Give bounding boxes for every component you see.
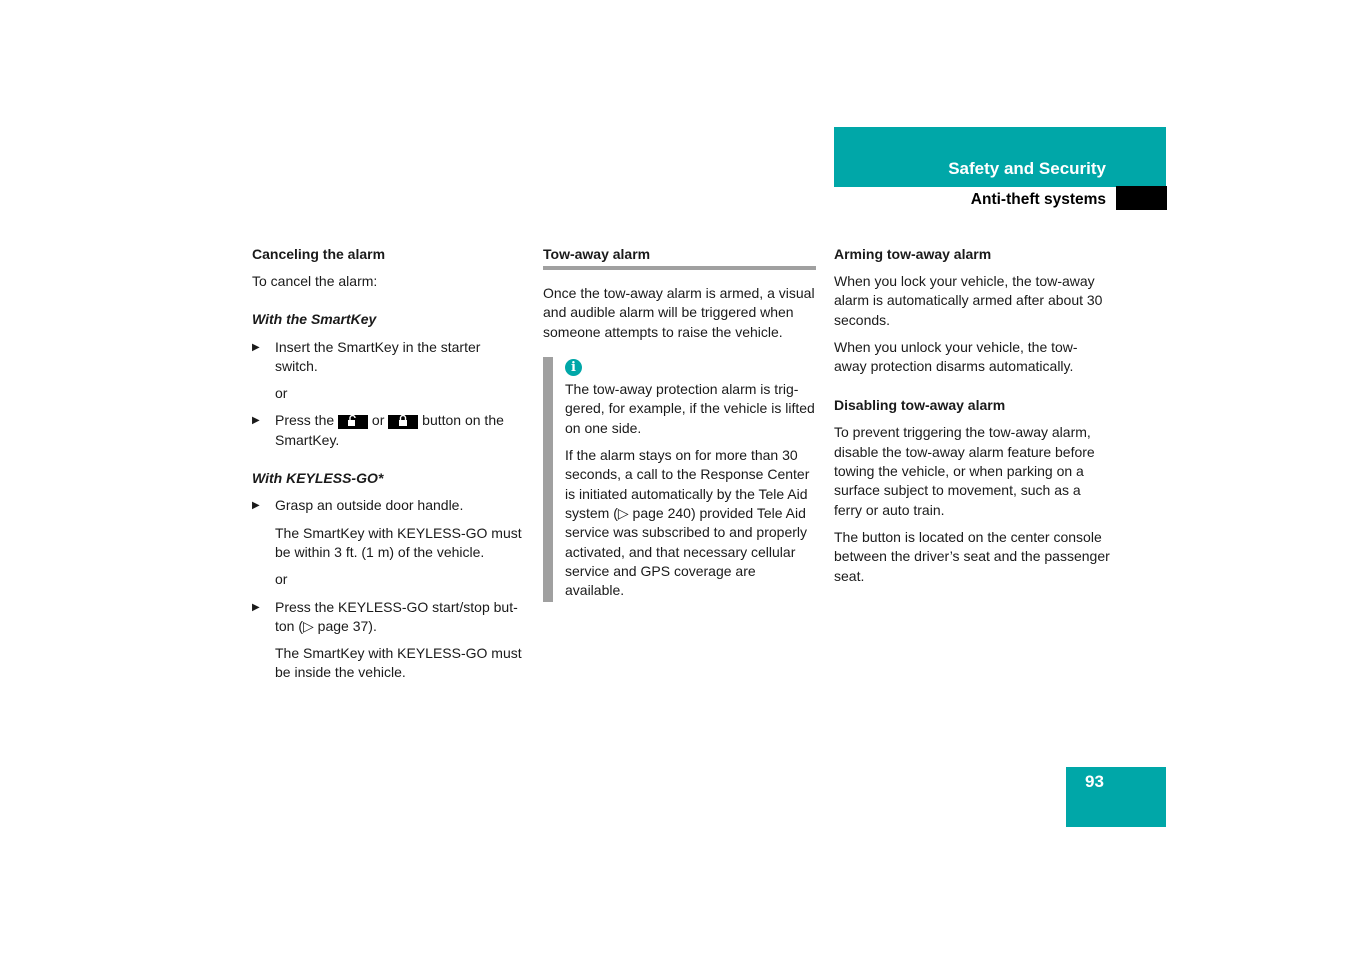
step-text-a: Press the	[275, 412, 335, 429]
step-text-or: or	[371, 412, 385, 429]
step-text: Insert the SmartKey in the starter switch.	[275, 338, 481, 374]
header-marker	[1116, 186, 1167, 210]
step-text-b: button on the SmartKey.	[275, 412, 504, 448]
arrow-icon: ▶	[252, 341, 260, 353]
info-paragraph-2: If the alarm stays on for more than 30 seconds, a call to the Response Center is initiated automatically by the Tele Aid system (▷ page 240) provided Tele Aid service was subscribed to and properly activated, and that necessary cellular service and GPS coverage are available.	[565, 447, 810, 599]
disabling-paragraph-2: The button is located on the center console between the driver’s seat and the passenger seat.	[834, 528, 1110, 584]
step-press-start-stop	[252, 598, 524, 637]
step-text: Press the KEYLESS-GO start/stop button (▷ page 37).	[275, 598, 518, 634]
column-arming-disabling	[834, 244, 1110, 586]
intro-text: To cancel the alarm:	[252, 273, 378, 289]
arrow-icon: ▶	[252, 415, 260, 427]
or-text: or	[275, 571, 288, 588]
heading-tow-away-alarm: Tow-away alarm	[543, 246, 651, 262]
step-text: Grasp an outside door handle.	[275, 497, 464, 514]
unlock-icon	[338, 415, 368, 429]
info-bar	[543, 357, 553, 602]
step-insert-smartkey	[252, 338, 524, 377]
info-paragraph-1: The tow-away protection alarm is triggered, for example, if the vehicle is lifted on one side.	[565, 381, 815, 436]
subheading-keyless-go: With KEYLESS-GO*	[252, 470, 384, 487]
heading-rule	[543, 266, 816, 270]
step-press-button	[252, 411, 524, 450]
column-canceling-alarm	[252, 244, 524, 683]
subsection-title: Anti-theft systems	[970, 191, 1106, 208]
heading-disabling: Disabling tow-away alarm	[834, 397, 1006, 414]
disabling-paragraph-1: To prevent triggering the tow-away alarm, disable the tow-away alarm feature before towing the vehicle, or when parking on a surface subject to movement, such as a ferry or auto train.	[834, 424, 1095, 518]
section-title: Safety and Security	[948, 159, 1106, 178]
tow-away-body: Once the tow-away alarm is armed, a visual and audible alarm will be triggered when someone attempts to raise the vehicle.	[543, 285, 815, 340]
arrow-icon: ▶	[252, 500, 260, 512]
subheading-smartkey: With the SmartKey	[252, 311, 377, 328]
heading-arming: Arming tow-away alarm	[834, 246, 992, 262]
heading-canceling-alarm: Canceling the alarm	[252, 246, 386, 262]
info-icon: i	[565, 359, 582, 376]
arming-paragraph-1: When you lock your vehicle, the tow-away alarm is automatically armed after about 30 seconds.	[834, 273, 1103, 328]
step-note: The SmartKey with KEYLESS-GO must be inside the vehicle.	[275, 645, 522, 681]
column-tow-away-alarm	[543, 244, 816, 600]
arrow-icon: ▶	[252, 601, 260, 613]
lock-icon	[388, 415, 418, 429]
or-text: or	[275, 385, 288, 402]
step-note: The SmartKey with KEYLESS-GO must be within 3 ft. (1 m) of the vehicle.	[275, 524, 522, 560]
info-box	[543, 357, 816, 601]
page-number: 93	[1085, 772, 1104, 791]
step-grasp-handle	[252, 496, 524, 515]
arming-paragraph-2: When you unlock your vehicle, the tow-away protection disarms automatically.	[834, 338, 1078, 375]
